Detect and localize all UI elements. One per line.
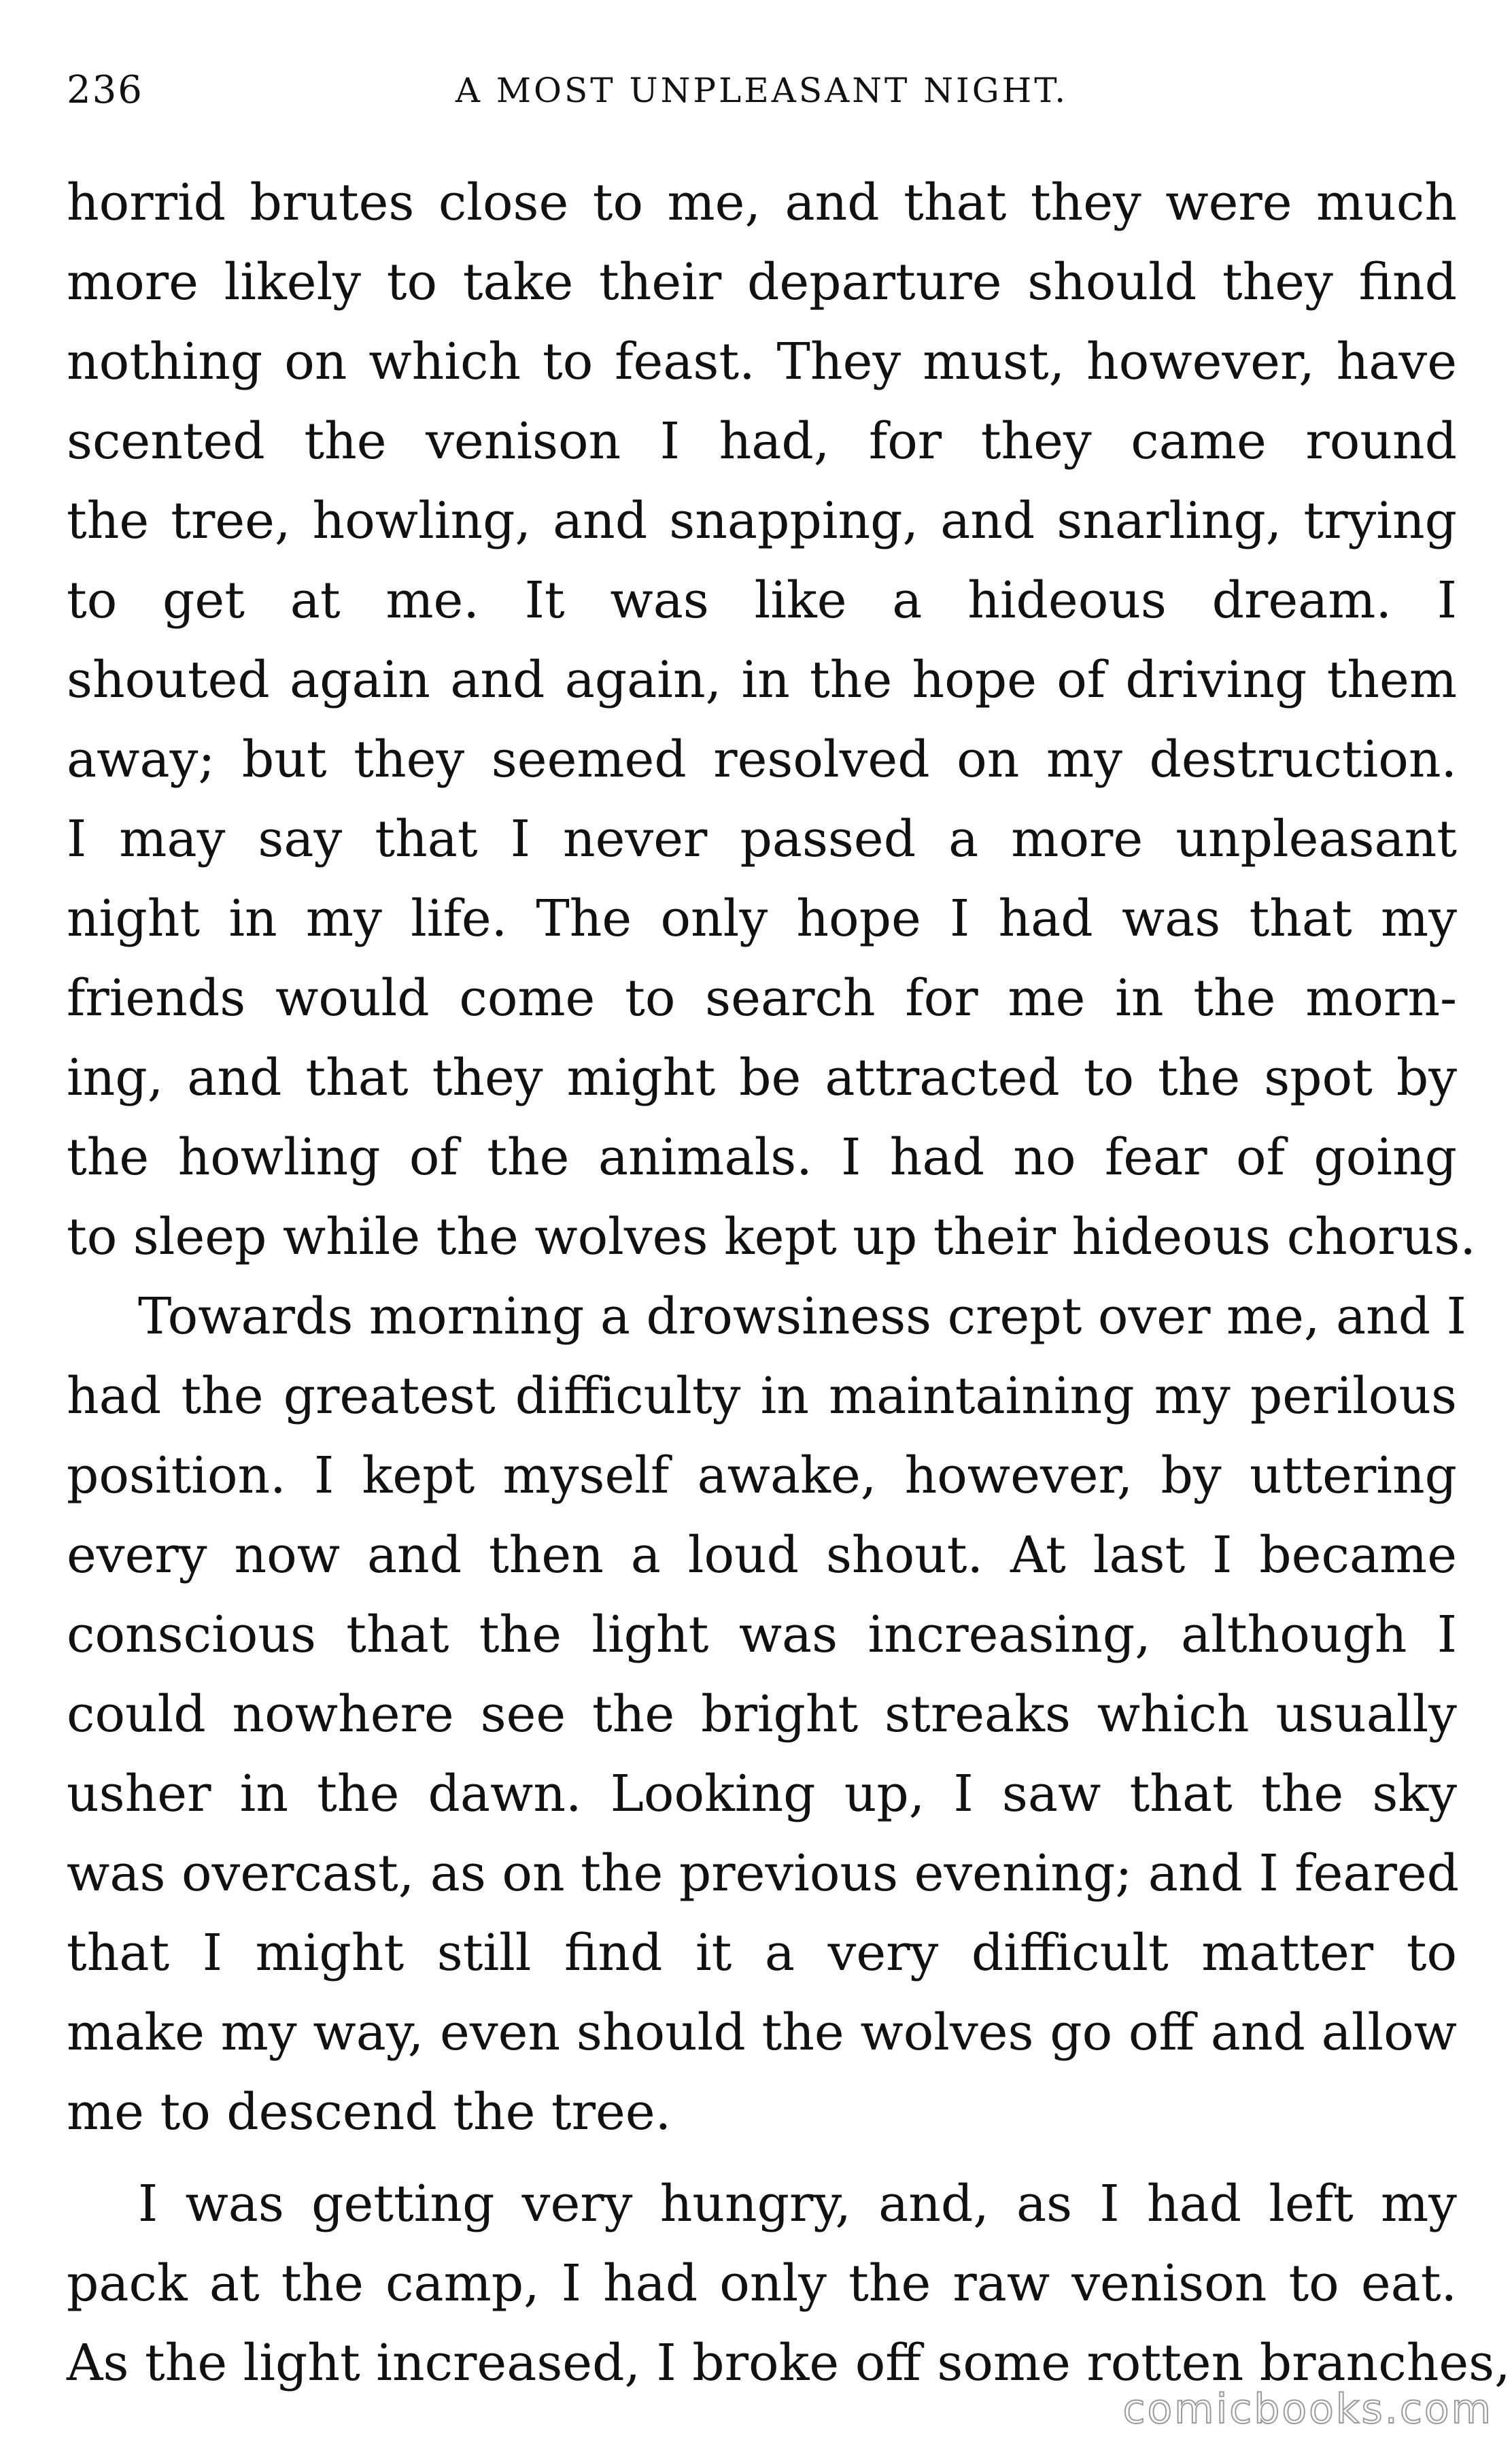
text-line: ing, and that they might be attracted to the spot by: [67, 1049, 1457, 1107]
text-line: the howling of the animals. I had no fear of going: [67, 1128, 1457, 1187]
text-line: more likely to take their departure should they find: [67, 253, 1457, 311]
paragraph-spacer: [67, 2152, 1457, 2164]
text-line: As the light increased, I broke off some rotten branches,: [67, 2334, 1511, 2392]
text-line: friends would come to search for me in the morn-: [67, 969, 1457, 1027]
text-line: away; but they seemed resolved on my destruction.: [67, 730, 1457, 789]
text-line: had the greatest difficulty in maintaining my perilous: [67, 1367, 1457, 1425]
text-line: to get at me. It was like a hideous dream. I: [67, 571, 1457, 630]
paragraph: [67, 163, 1476, 1277]
text-line: horrid brutes close to me, and that they were much: [67, 173, 1457, 232]
page-number: 236: [67, 68, 143, 112]
text-line: me to descend the tree.: [67, 2083, 672, 2141]
paragraph: [67, 2164, 1511, 2403]
text-line: I may say that I never passed a more unpleasant: [67, 810, 1457, 868]
text-line: usher in the dawn. Looking up, I saw that the sky: [67, 1765, 1457, 1823]
text-line: Towards morning a drowsiness crept over me, and I: [138, 1287, 1466, 1346]
page-header: [67, 60, 1457, 121]
text-line: scented the venison I had, for they came round: [67, 412, 1457, 471]
paragraph: [67, 1277, 1466, 2152]
text-line: that I might still find it a very difficult matter to: [67, 1924, 1457, 1982]
text-line: position. I kept myself awake, however, by uttering: [67, 1446, 1457, 1505]
text-line: nothing on which to feast. They must, however, have: [67, 333, 1457, 391]
text-line: could nowhere see the bright streaks which usually: [67, 1685, 1457, 1744]
running-head: A MOST UNPLEASANT NIGHT.: [455, 71, 1069, 110]
text-line: make my way, even should the wolves go off and allow: [67, 2003, 1457, 2062]
text-line: conscious that the light was increasing, although I: [67, 1605, 1457, 1664]
watermark: comicbooks.com: [1122, 2385, 1493, 2433]
text-line: to sleep while the wolves kept up their hideous chorus.: [67, 1208, 1476, 1266]
text-line: shouted again and again, in the hope of driving them: [67, 651, 1457, 709]
text-line: pack at the camp, I had only the raw venison to eat.: [67, 2254, 1457, 2313]
text-line: the tree, howling, and snapping, and snarling, trying: [67, 492, 1457, 550]
text-line: night in my life. The only hope I had was that my: [67, 889, 1457, 948]
body-text: [67, 163, 1511, 2403]
text-line: every now and then a loud shout. At last I became: [67, 1526, 1457, 1584]
text-line: I was getting very hungry, and, as I had left my: [138, 2175, 1457, 2233]
text-line: was overcast, as on the previous evening; and I feared: [67, 1844, 1460, 1903]
